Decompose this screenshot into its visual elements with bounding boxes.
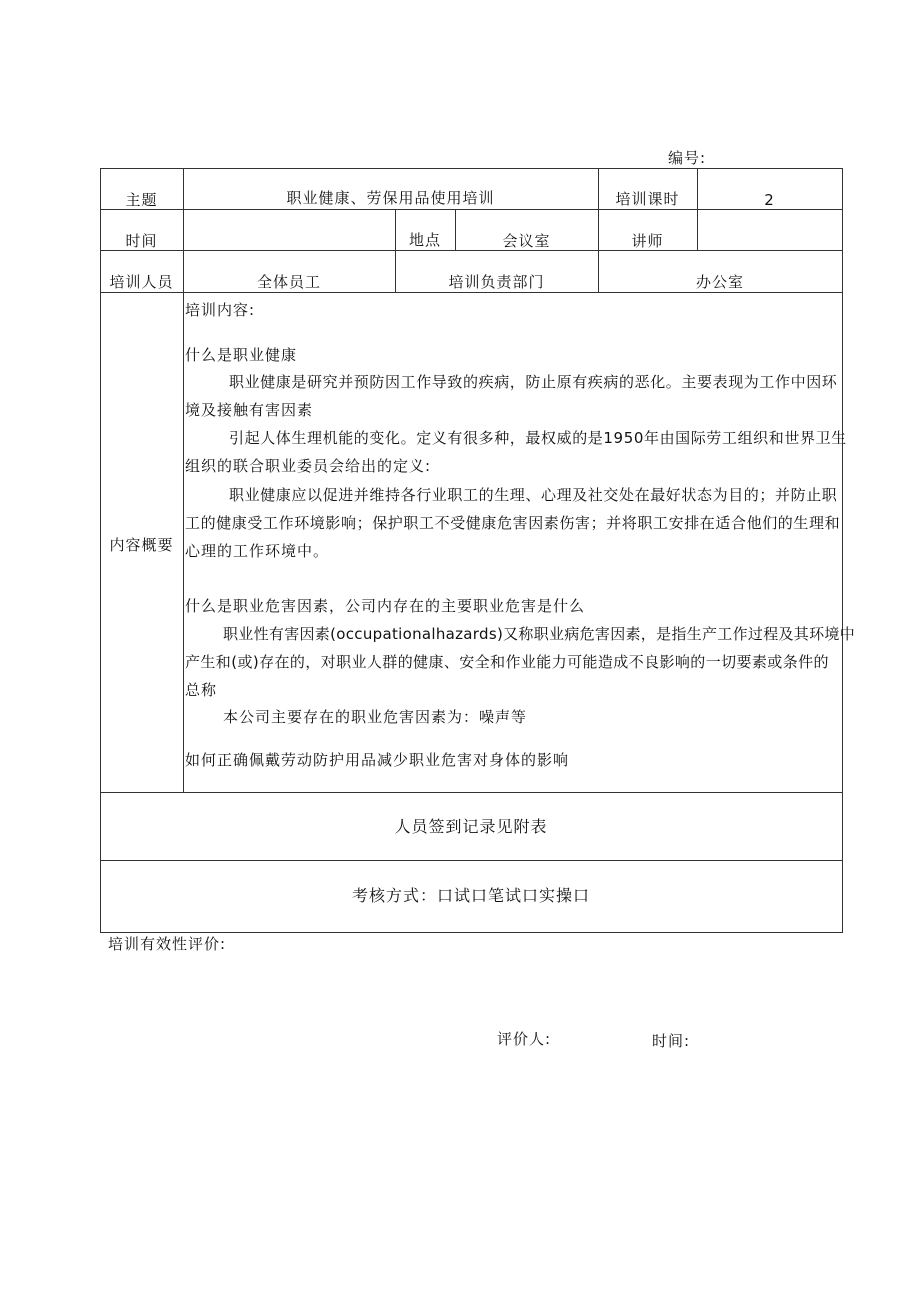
content-line: 心理的工作环境中。 bbox=[185, 542, 330, 560]
hours-value: 2 bbox=[764, 191, 775, 209]
dept-label: 培训负责部门 bbox=[448, 273, 545, 291]
serial-number-label: 编号: bbox=[668, 149, 707, 167]
content-line: 引起人体生理机能的变化。定义有很多种，最权威的是1950年由国际劳工组织和世界卫生 bbox=[229, 429, 847, 447]
content-line: 培训内容: bbox=[185, 301, 256, 319]
evaluation-time-label: 时间: bbox=[652, 1032, 691, 1050]
content-heading: 如何正确佩戴劳动防护用品减少职业危害对身体的影响 bbox=[185, 751, 570, 769]
content-heading: 什么是职业健康 bbox=[185, 346, 298, 364]
subject-label: 主题 bbox=[125, 191, 158, 209]
content-line: 总称 bbox=[185, 681, 218, 699]
content-line: 本公司主要存在的职业危害因素为：噪声等 bbox=[223, 708, 528, 726]
dept-value: 办公室 bbox=[695, 273, 744, 291]
content-line: 职业健康是研究并预防因工作导致的疾病，防止原有疾病的恶化。主要表现为工作中因环 bbox=[229, 373, 838, 391]
signin-note: 人员签到记录见附表 bbox=[394, 817, 548, 836]
content-line: 职业性有害因素(occupationalhazards)又称职业病危害因素，是指生产工作过程及其环境中 bbox=[223, 625, 855, 643]
subject-value: 职业健康、劳保用品使用培训 bbox=[286, 189, 495, 207]
content-line: 境及接触有害因素 bbox=[185, 401, 314, 419]
trainees-label: 培训人员 bbox=[109, 273, 174, 291]
content-line: 工的健康受工作环境影响；保护职工不受健康危害因素伤害；并将职工安排在适合他们的生理和 bbox=[185, 514, 841, 532]
content-label: 内容概要 bbox=[109, 536, 174, 554]
place-value: 会议室 bbox=[502, 232, 551, 250]
lecturer-label: 讲师 bbox=[631, 232, 664, 250]
place-label: 地点 bbox=[408, 231, 441, 249]
content-line: 产生和(或)存在的，对职业人群的健康、安全和作业能力可能造成不良影响的一切要素或条件的 bbox=[185, 653, 829, 671]
content-heading: 什么是职业危害因素，公司内存在的主要职业危害是什么 bbox=[185, 597, 586, 615]
content-line: 职业健康应以促进并维持各行业职工的生理、心理及社交处在最好状态为目的；并防止职 bbox=[229, 486, 838, 504]
hours-label: 培训课时 bbox=[615, 190, 680, 208]
evaluator-label: 评价人: bbox=[497, 1030, 552, 1048]
time-label: 时间 bbox=[125, 232, 158, 250]
content-line: 组织的联合职业委员会给出的定义: bbox=[185, 457, 432, 475]
trainees-value: 全体员工 bbox=[256, 273, 321, 291]
assessment-method: 考核方式：口试口笔试口实操口 bbox=[351, 886, 590, 905]
evaluation-label: 培训有效性评价: bbox=[108, 935, 227, 953]
